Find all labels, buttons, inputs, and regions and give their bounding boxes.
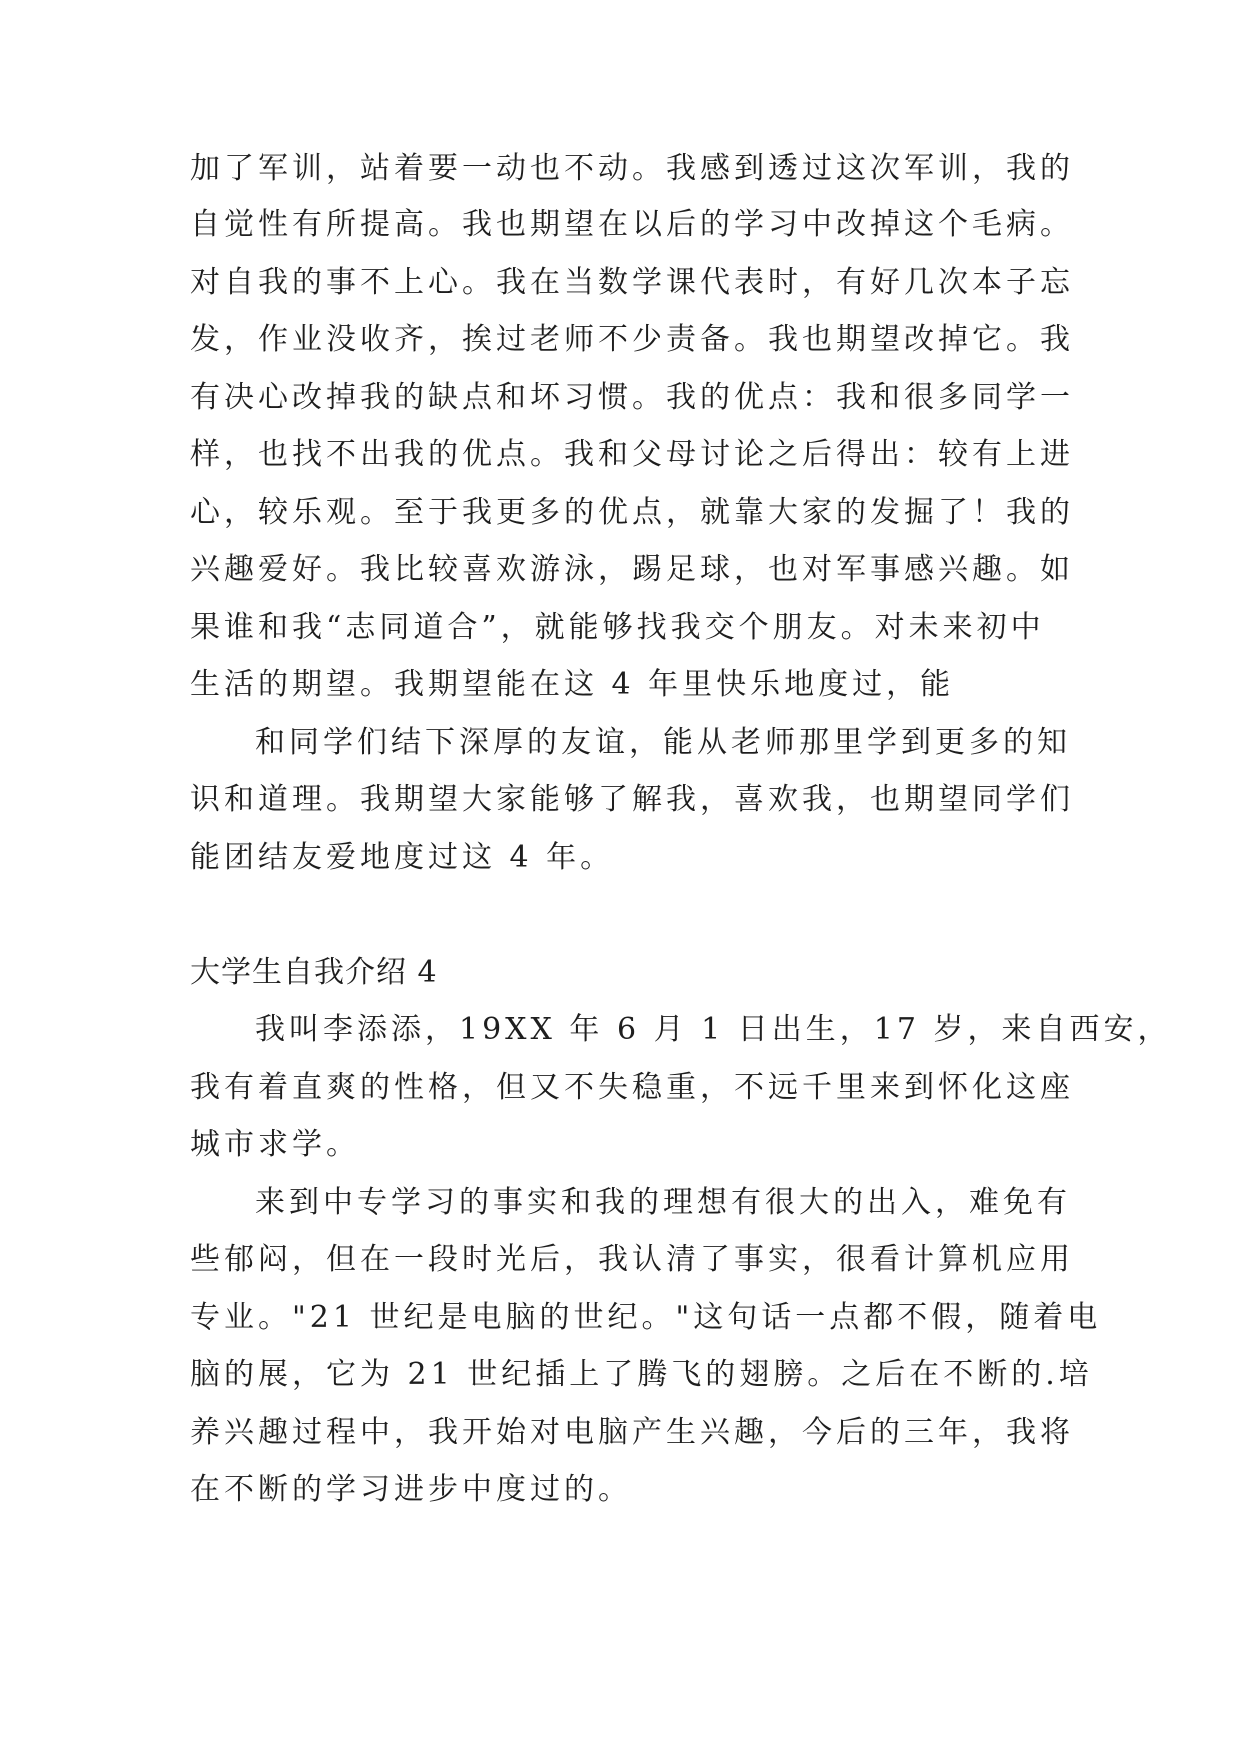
paragraph-line: 专业。"21 世纪是电脑的世纪。"这句话一点都不假，随着电 (190, 1300, 1102, 1335)
paragraph-line: 发，作业没收齐，挨过老师不少责备。我也期望改掉它。我 (190, 322, 1074, 357)
paragraph-line: 来到中专学习的事实和我的理想有很大的出入，难免有 (255, 1185, 1071, 1220)
paragraph-line: 果谁和我“志同道合”，就能够找我交个朋友。对未来初中 (190, 610, 1045, 645)
paragraph-line: 养兴趣过程中，我开始对电脑产生兴趣，今后的三年，我将 (190, 1415, 1074, 1450)
paragraph-line: 和同学们结下深厚的友谊，能从老师那里学到更多的知 (255, 725, 1071, 760)
paragraph-line: 能团结友爱地度过这 4 年。 (190, 840, 615, 875)
paragraph-line: 有决心改掉我的缺点和坏习惯。我的优点：我和很多同学一 (190, 380, 1074, 415)
section-heading: 大学生自我介绍 4 (190, 955, 438, 990)
paragraph-line: 在不断的学习进步中度过的。 (190, 1472, 632, 1507)
paragraph-line: 样，也找不出我的优点。我和父母讨论之后得出：较有上进 (190, 437, 1074, 472)
paragraph-line: 心，较乐观。至于我更多的优点，就靠大家的发掘了！我的 (190, 495, 1074, 530)
paragraph-line: 自觉性有所提高。我也期望在以后的学习中改掉这个毛病。 (190, 207, 1074, 242)
paragraph-line: 兴趣爱好。我比较喜欢游泳，踢足球，也对军事感兴趣。如 (190, 552, 1074, 587)
paragraph-line: 城市求学。 (190, 1127, 360, 1162)
paragraph-line: 加了军训，站着要一动也不动。我感到透过这次军训，我的 (190, 151, 1074, 186)
paragraph-line: 生活的期望。我期望能在这 4 年里快乐地度过，能 (190, 667, 955, 702)
paragraph-line: 些郁闷，但在一段时光后，我认清了事实，很看计算机应用 (190, 1242, 1074, 1277)
paragraph-line: 对自我的事不上心。我在当数学课代表时，有好几次本子忘 (190, 265, 1074, 300)
paragraph-line: 我叫李添添，19XX 年 6 月 1 日出生，17 岁，来自西安， (255, 1012, 1172, 1047)
paragraph-line: 识和道理。我期望大家能够了解我，喜欢我，也期望同学们 (190, 782, 1074, 817)
paragraph-line: 脑的展，它为 21 世纪插上了腾飞的翅膀。之后在不断的.培 (190, 1357, 1093, 1392)
paragraph-line: 我有着直爽的性格，但又不失稳重，不远千里来到怀化这座 (190, 1070, 1074, 1105)
